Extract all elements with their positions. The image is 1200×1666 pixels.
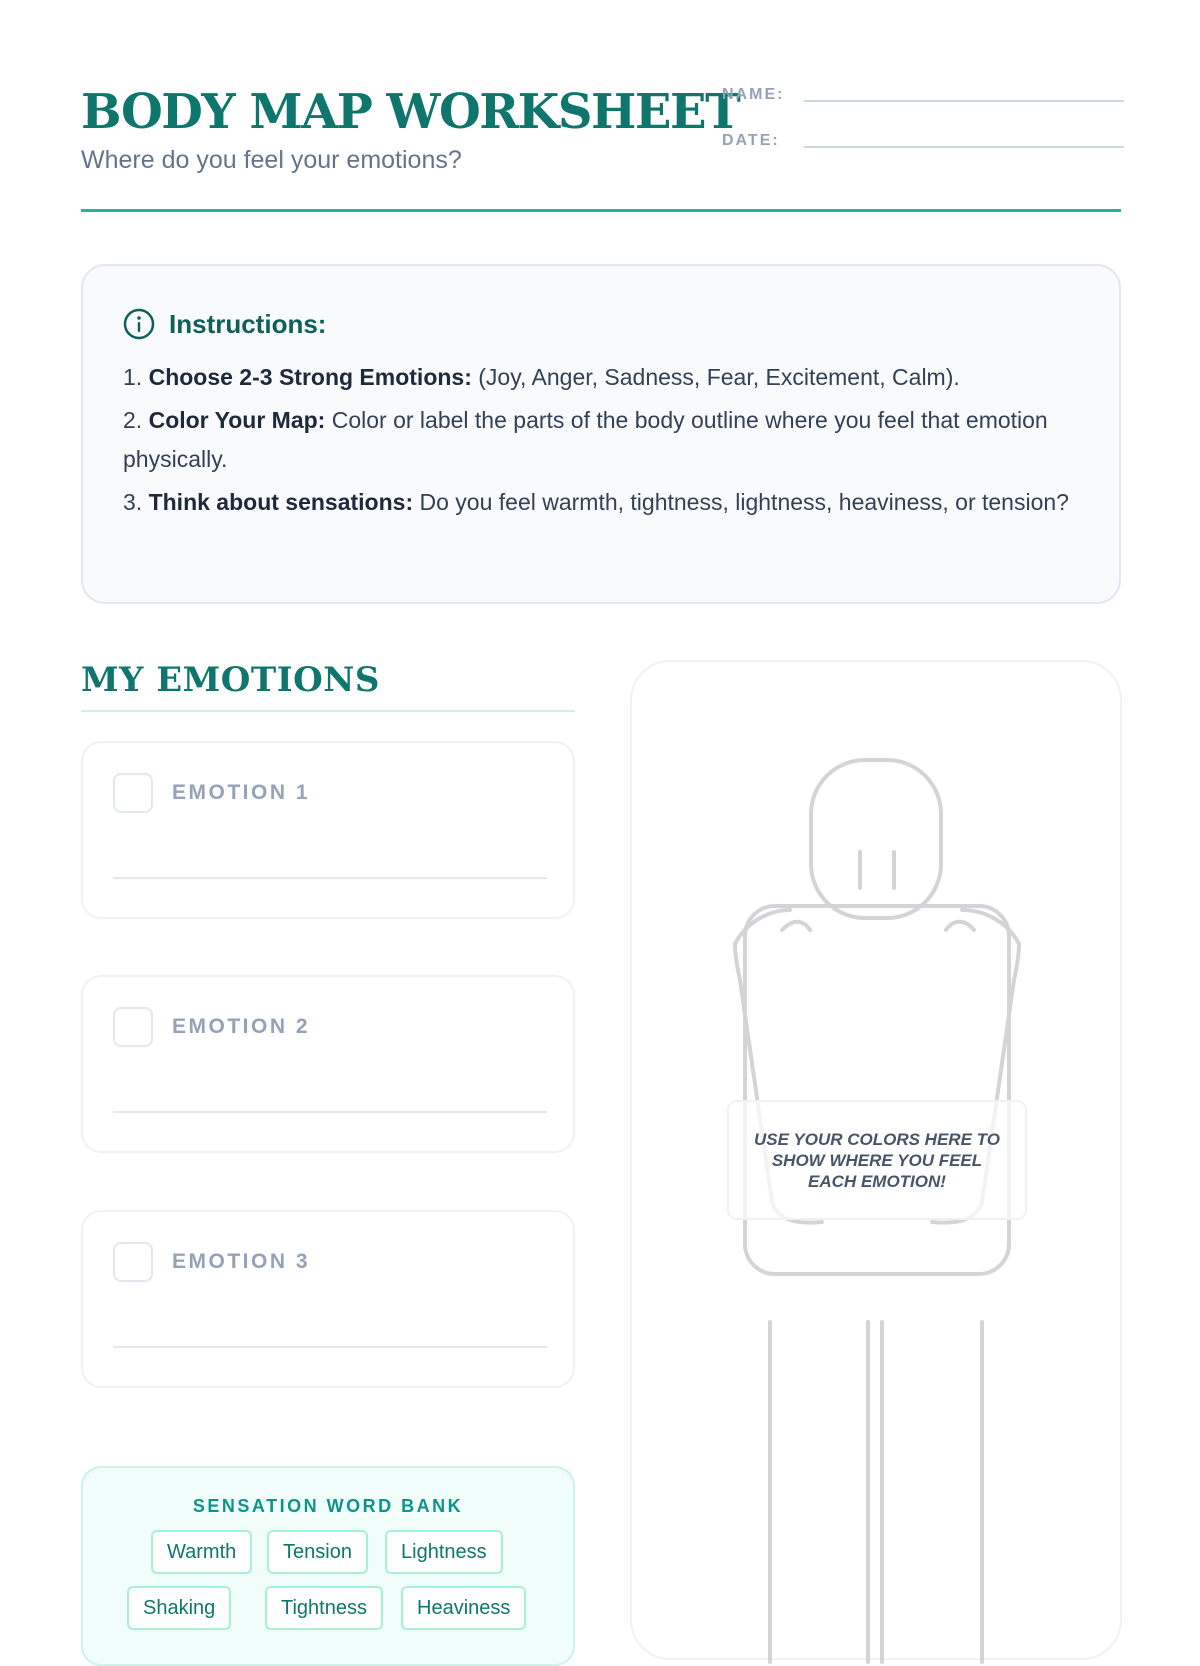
body-map-panel[interactable] — [630, 660, 1122, 1660]
worksheet-subtitle: Where do you feel your emotions? — [81, 146, 462, 174]
word-tag-heaviness[interactable]: Heaviness — [401, 1586, 526, 1630]
instructions-header — [123, 306, 1079, 342]
instruction-item: 2. Color Your Map: Color or label the parts of the body outline where you feel that emotion physically. — [123, 407, 1048, 472]
word-tag-lightness[interactable]: Lightness — [385, 1530, 503, 1574]
section-divider — [81, 710, 575, 712]
word-tag-shaking[interactable]: Shaking — [127, 1586, 231, 1630]
date-line[interactable] — [804, 146, 1124, 148]
word-tag-tension[interactable]: Tension — [267, 1530, 368, 1574]
word-bank-title: SENSATION WORD BANK — [192, 1496, 464, 1516]
emotions-section-title: MY EMOTIONS — [81, 660, 380, 700]
emotion-card-3 — [81, 1210, 575, 1388]
emotion-card-2 — [81, 975, 575, 1153]
worksheet-header — [81, 80, 1121, 212]
name-label: NAME: — [722, 86, 785, 103]
name-line[interactable] — [804, 100, 1124, 102]
instructions-box — [81, 264, 1121, 604]
info-icon — [123, 308, 155, 340]
emotion-3-label: EMOTION 3 — [172, 1250, 311, 1273]
worksheet-title: BODY MAP WORKSHEET — [81, 84, 740, 140]
emotion-card-1 — [81, 741, 575, 919]
word-tag-warmth[interactable]: Warmth — [151, 1530, 252, 1574]
body-map-hint-box — [727, 1100, 1027, 1220]
instructions-list — [123, 358, 1079, 522]
emotion-1-label: EMOTION 1 — [172, 781, 311, 804]
date-label: DATE: — [722, 132, 780, 149]
instruction-item: 1. Choose 2-3 Strong Emotions: (Joy, Anger, Sadness, Fear, Excitement, Calm). — [123, 364, 960, 390]
instruction-item: 3. Think about sensations: Do you feel warmth, tightness, lightness, heaviness, or tension? — [123, 489, 1069, 515]
body-map-hint-text: USE YOUR COLORS HERE TO SHOW WHERE YOU FEEL EACH EMOTION! — [754, 1129, 1000, 1191]
name-field[interactable] — [722, 86, 1124, 104]
date-field[interactable] — [722, 132, 1124, 150]
emotion-3-write-line[interactable] — [113, 1346, 547, 1348]
head-outline — [811, 760, 941, 918]
instructions-title: Instructions: — [169, 308, 327, 339]
left-shoulder-curve — [782, 922, 810, 930]
emotion-2-checkbox[interactable] — [113, 1007, 153, 1047]
right-shoulder-curve — [946, 922, 974, 930]
emotion-3-checkbox[interactable] — [113, 1242, 153, 1282]
emotion-2-write-line[interactable] — [113, 1111, 547, 1113]
sensation-word-bank — [81, 1466, 575, 1666]
emotion-1-checkbox[interactable] — [113, 773, 153, 813]
emotion-2-label: EMOTION 2 — [172, 1015, 311, 1038]
emotion-1-write-line[interactable] — [113, 877, 547, 879]
word-tag-tightness[interactable]: Tightness — [265, 1586, 383, 1630]
